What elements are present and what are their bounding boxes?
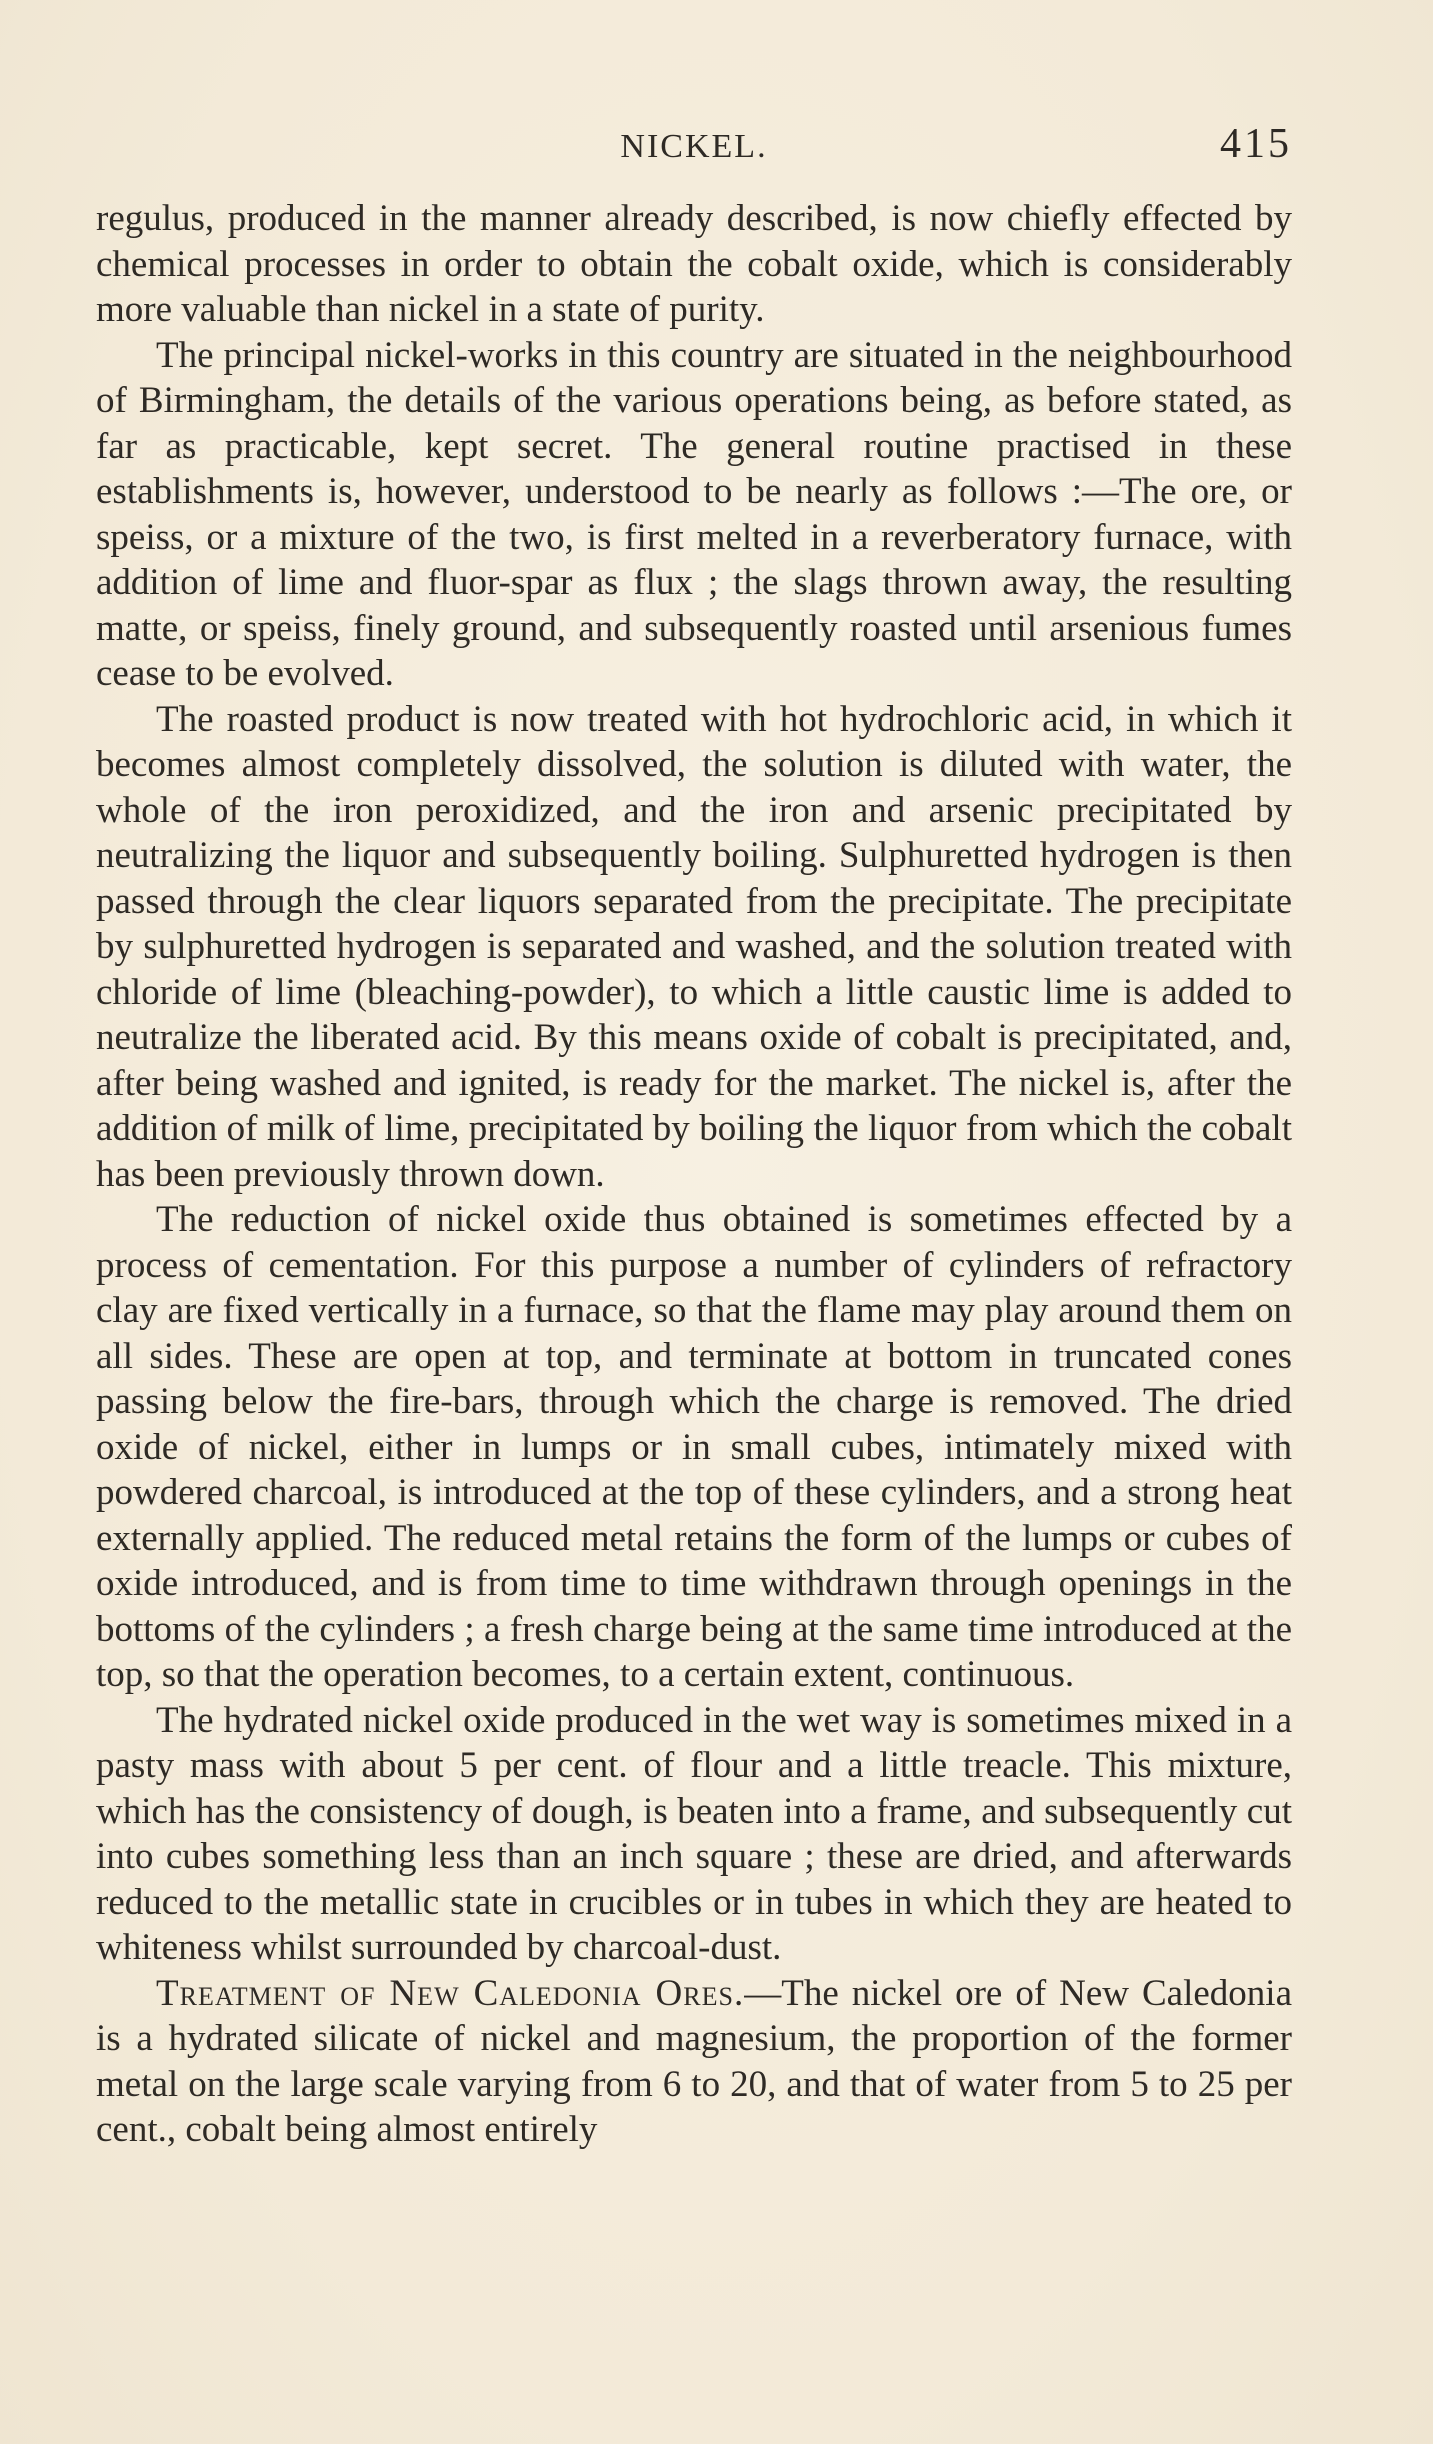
page-number: 415 <box>1220 121 1292 167</box>
paragraph: The principal nickel-works in this country are situated in the neighbourhood of Birmingham, the details of the various operations being, as before stated, as far as practicable, kept secret. The general routine practised in these establishments is, however, understood to be nearly as follows :—The ore, or speiss, or a mixture of the two, is first melted in a reverberatory furnace, with addition of lime and fluor-spar as flux ; the slags thrown away, the resulting matte, or speiss, finely ground, and subsequently roasted until arsenious fumes cease to be evolved. <box>96 334 1292 694</box>
paragraph-with-heading <box>96 1971 1292 2153</box>
page-header <box>96 120 1292 176</box>
body-text <box>96 196 1292 2153</box>
paragraph: The reduction of nickel oxide thus obtained is sometimes effected by a process of cementation. For this purpose a number of cylinders of refractory clay are fixed vertically in a furnace, so that the flame may play around them on all sides. These are open at top, and terminate at bottom in truncated cones passing below the fire-bars, through which the charge is removed. The dried oxide of nickel, either in lumps or in small cubes, intimately mixed with powdered charcoal, is introduced at the top of these cylinders, and a strong heat externally applied. The reduced metal retains the form of the lumps or cubes of oxide introduced, and is from time to time withdrawn through openings in the bottoms of the cylinders ; a fresh charge being at the same time introduced at the top, so that the operation becomes, to a certain extent, continuous. <box>96 1199 1292 1695</box>
paragraph: The hydrated nickel oxide produced in the wet way is sometimes mixed in a pasty mass with about 5 per cent. of flour and a little treacle. This mixture, which has the consistency of dough, is beaten into a frame, and subsequently cut into cubes something less than an inch square ; these are dried, and afterwards reduced to the metallic state in crucibles or in tubes in which they are heated to whiteness whilst surrounded by charcoal-dust. <box>96 1699 1292 1968</box>
paragraph: regulus, produced in the manner already described, is now chiefly effected by chemical processes in order to obtain the cobalt oxide, which is considerably more valuable than nickel in a state of purity. <box>96 198 1292 330</box>
section-heading: Treatment of New Caledonia Ores. <box>156 1972 745 2014</box>
running-title: NICKEL. <box>620 128 768 165</box>
paragraph: The roasted product is now treated with hot hydrochloric acid, in which it becomes almost completely dissolved, the solution is diluted with water, the whole of the iron peroxidized, and the iron and arsenic precipitated by neutralizing the liquor and subsequently boiling. Sulphuretted hydrogen is then passed through the clear liquors separated from the precipitate. The precipitate by sulphuretted hydrogen is separated and washed, and the solution treated with chloride of lime (bleaching-powder), to which a little caustic lime is added to neutralize the liberated acid. By this means oxide of cobalt is precipitated, and, after being washed and ignited, is ready for the market. The nickel is, after the addition of milk of lime, precipitated by boiling the liquor from which the cobalt has been previously thrown down. <box>96 698 1292 1195</box>
paragraph-text: —The nickel ore of New Caledonia is a hydrated silicate of nickel and magnesium, the proportion of the former metal on the large scale varying from 6 to 20, and that of water from 5 to 25 per cent., cobalt being almost entirely <box>96 1972 1292 2150</box>
